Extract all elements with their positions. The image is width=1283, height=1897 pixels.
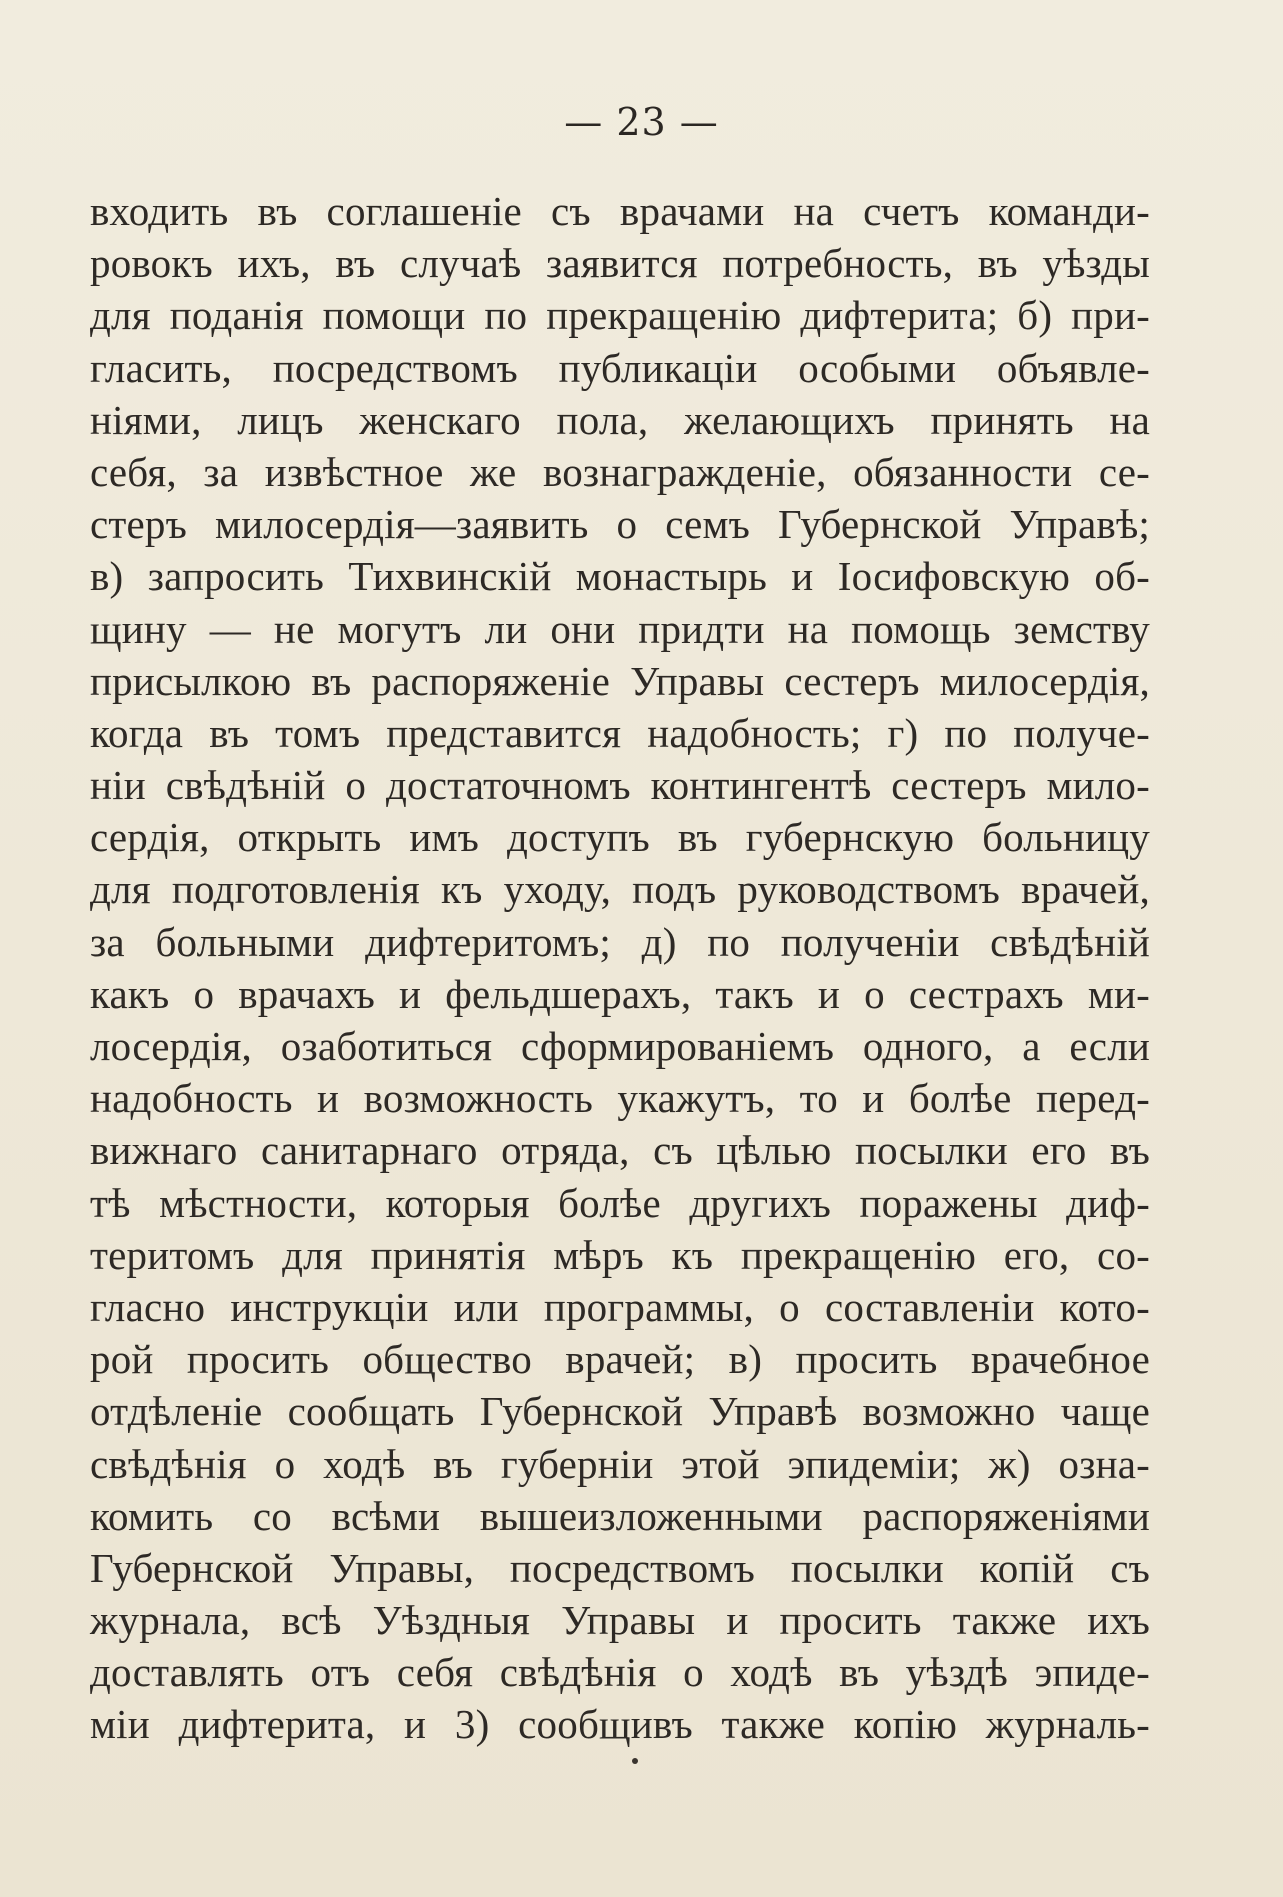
- text-line: лосердія, озаботиться сформированіемъ одного, а если: [90, 1023, 1150, 1069]
- text-line: рой просить общество врачей; в) просить врачебное: [90, 1336, 1150, 1383]
- text-line: вижнаго санитарнаго отряда, съ цѣлью посылки его въ: [90, 1127, 1150, 1174]
- text-line: за больными дифтеритомъ; д) по полученіи свѣдѣній: [90, 918, 1150, 965]
- text-line: доставлять отъ себя свѣдѣнія о ходѣ въ уѣздѣ эпиде-: [90, 1649, 1150, 1696]
- footer-mark: [632, 1758, 638, 1764]
- text-line: щину — не могутъ ли они придти на помощь земству: [90, 605, 1150, 652]
- text-line: какъ о врачахъ и фельдшерахъ, такъ и о сестрахъ ми-: [90, 970, 1150, 1017]
- text-line: теритомъ для принятія мѣръ къ прекращенію его, со-: [90, 1231, 1150, 1278]
- page-number: — 23 —: [564, 100, 719, 144]
- body-text: [90, 185, 1150, 1751]
- text-line: сердія, открыть имъ доступъ въ губернскую больницу: [90, 814, 1150, 861]
- text-line: гласно инструкціи или программы, о составленіи кото-: [90, 1283, 1150, 1330]
- text-line: отдѣленіе сообщать Губернской Управѣ возможно чаще: [90, 1388, 1150, 1435]
- text-line: Губернской Управы, посредствомъ посылки копій съ: [90, 1544, 1150, 1591]
- text-line: ніи свѣдѣній о достаточномъ контингентѣ сестеръ мило-: [90, 762, 1150, 809]
- text-line: себя, за извѣстное же вознагражденіе, обязанности се-: [90, 448, 1150, 495]
- text-line: міи дифтерита, и 3) сообщивъ также копію журналь-: [90, 1701, 1150, 1748]
- text-line: ніями, лицъ женскаго пола, желающихъ принять на: [90, 396, 1150, 443]
- text-line: свѣдѣнія о ходѣ въ губерніи этой эпидеміи; ж) озна-: [90, 1440, 1150, 1487]
- text-line: когда въ томъ представится надобность; г) по получе-: [90, 709, 1150, 756]
- text-line: комить со всѣми вышеизложенными распоряженіями: [90, 1492, 1150, 1539]
- text-line: журнала, всѣ Уѣздныя Управы и просить также ихъ: [90, 1597, 1150, 1644]
- text-line: надобность и возможность укажутъ, то и болѣе перед-: [90, 1075, 1150, 1122]
- text-line: присылкою въ распоряженіе Управы сестеръ милосердія,: [90, 657, 1150, 704]
- text-line: гласить, посредствомъ публикаціи особыми объявле-: [90, 344, 1150, 391]
- text-line: тѣ мѣстности, которыя болѣе другихъ поражены диф-: [90, 1179, 1150, 1226]
- text-line: в) запросить Тихвинскій монастырь и Іосифовскую об-: [90, 553, 1150, 600]
- text-line: входить въ соглашеніе съ врачами на счетъ команди-: [90, 188, 1150, 234]
- text-line: ровокъ ихъ, въ случаѣ заявится потребность, въ уѣзды: [90, 240, 1150, 287]
- text-line: для поданія помощи по прекращенію дифтерита; б) при-: [90, 292, 1150, 339]
- text-line: для подготовленія къ уходу, подъ руководствомъ врачей,: [90, 866, 1150, 913]
- text-line: стеръ милосердія—заявить о семъ Губернской Управѣ;: [90, 501, 1150, 548]
